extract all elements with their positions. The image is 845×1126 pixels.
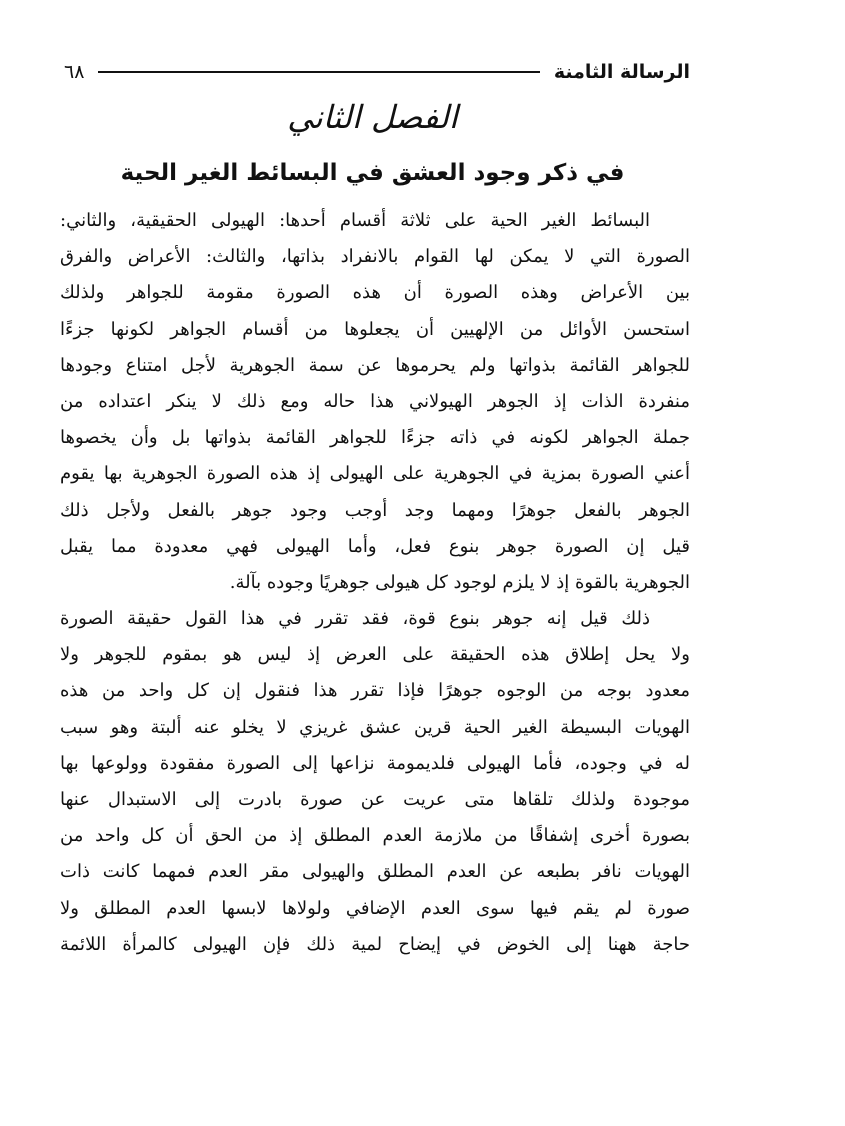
- text-line: الجوهر بالفعل جوهرًا ومهما وجد أوجب وجود جوهر بالفعل ولأجل ذلك: [60, 499, 690, 521]
- text-line: أعني الصورة بمزية في الجوهرية على الهيولى إذ هذه الصورة الجوهرية بها يقوم: [60, 463, 690, 485]
- text-line: صورة لم يقم فيها سوى العدم الإضافي ولولاها لابسها العدم المطلق ولا: [60, 897, 690, 919]
- text-line: الصورة التي لا يمكن لها القوام بالانفراد بذاتها، والثالث: الأعراض والفرق: [60, 246, 690, 268]
- text-line: موجودة ولذلك تلقاها متى عريت عن صورة بادرت إلى الاستبدال عنها: [60, 789, 690, 810]
- text-line: الهويات نافر بطبعه عن العدم المطلق والهيولى مقر العدم فمهما كانت ذات: [60, 861, 690, 883]
- page-number: ٦٨: [64, 61, 85, 83]
- text-line: ولا يحل إطلاق هذه الحقيقة على العرض إذ ليس هو بمقوم للجوهر ولا: [60, 644, 690, 666]
- text-line: ذلك قيل إنه جوهر بنوع قوة، فقد تقرر في هذا القول حقيقة الصورة: [60, 608, 650, 630]
- body-text: [60, 203, 690, 963]
- text-line: معدود بوجه من الوجوه جوهرًا فإذا تقرر هذا فنقول إن كل واحد من هذه: [60, 680, 690, 702]
- text-line: استحسن الأوائل من الإلهيين أن يجعلوها من أقسام الجواهر لكونها جزءًا: [60, 318, 690, 340]
- header-rule: [98, 71, 539, 73]
- text-line: له في وجوده، فأما الهيولى فلديمومة نزاعها إلى الصورة مفقودة وولوعها بها: [60, 752, 690, 774]
- text-line: البسائط الغير الحية على ثلاثة أقسام أحدها: الهيولى الحقيقية، والثاني:: [60, 210, 650, 231]
- text-line: منفردة الذات إذ الجوهر الهيولاني هذا حاله ومع ذلك لا ينكر اعتداده من: [60, 390, 690, 412]
- text-line: بين الأعراض وهذه الصورة أن هذه الصورة مقومة للجواهر ولذلك: [60, 282, 690, 304]
- text-line: للجواهر القائمة بذواتها ولم يحرموها عن سمة الجوهرية لأجل امتناع وجودها: [60, 354, 690, 376]
- section-title: في ذكر وجود العشق في البسائط الغير الحية: [120, 160, 625, 186]
- text-line: جملة الجواهر لكونه في ذاته جزءًا للجواهر القائمة بذواتها بل وأن يخصوها: [60, 427, 690, 449]
- text-line: الجوهرية بالقوة إذ لا يلزم لوجود كل هيولى جوهريًا وجوده بآلة.: [229, 571, 690, 593]
- text-line: الهويات البسيطة الغير الحية قرين عشق غريزي لا يخلو عنه ألبتة وهو سبب: [60, 716, 690, 738]
- header-title: الرسالة الثامنة: [553, 61, 690, 83]
- running-header: [60, 52, 690, 92]
- chapter-title: الفصل الثاني: [287, 98, 458, 136]
- text-line: قيل إن الصورة جوهر بنوع فعل، وأما الهيولى فهي معدودة مما يقبل: [60, 535, 690, 557]
- text-line: بصورة أخرى إشفاقًا من ملازمة العدم المطلق إذ من الحق أن كل واحد من: [60, 825, 690, 847]
- text-line: حاجة ههنا إلى الخوض في إيضاح لمية ذلك فإن الهيولى كالمرأة اللائمة: [60, 933, 690, 955]
